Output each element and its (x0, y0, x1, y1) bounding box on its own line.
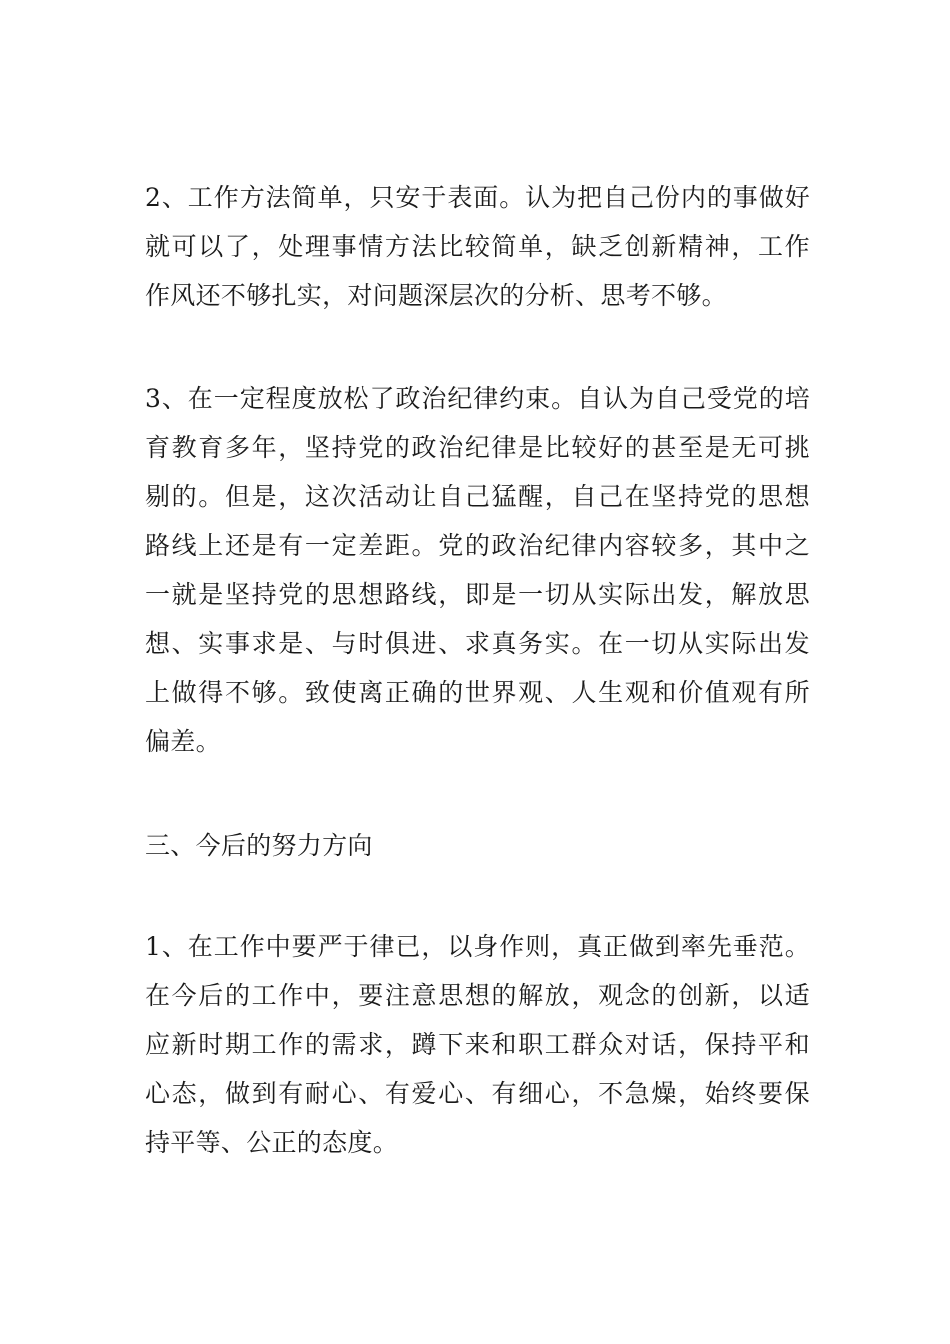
text-line: 3、在一定程度放松了政治纪律约束。自认为自己受党的培 (145, 384, 810, 413)
heading-line: 三、今后的努力方向 (145, 831, 373, 860)
section-heading (145, 821, 810, 870)
text-line: 在今后的工作中，要注意思想的解放，观念的创新，以适 (145, 981, 810, 1010)
text-line: 偏差。 (145, 727, 221, 756)
paragraph-work-method (145, 173, 810, 320)
text-line: 一就是坚持党的思想路线，即是一切从实际出发，解放思 (145, 580, 810, 609)
text-line: 路线上还是有一定差距。党的政治纪律内容较多，其中之 (145, 531, 810, 560)
text-line: 育教育多年，坚持党的政治纪律是比较好的甚至是无可挑 (145, 433, 810, 462)
paragraph-political-discipline (145, 374, 810, 766)
text-line: 上做得不够。致使离正确的世界观、人生观和价值观有所 (145, 678, 810, 707)
paragraph-future-efforts (145, 922, 810, 1167)
text-line: 应新时期工作的需求，蹲下来和职工群众对话，保持平和 (145, 1030, 810, 1059)
text-line: 2、工作方法简单，只安于表面。认为把自己份内的事做好 (145, 183, 810, 212)
text-line: 1、在工作中要严于律已，以身作则，真正做到率先垂范。 (145, 932, 810, 961)
text-line: 想、实事求是、与时俱进、求真务实。在一切从实际出发 (145, 629, 810, 658)
text-line: 剔的。但是，这次活动让自己猛醒，自己在坚持党的思想 (145, 482, 810, 511)
text-line: 就可以了，处理事情方法比较简单，缺乏创新精神，工作 (145, 232, 810, 261)
text-line: 持平等、公正的态度。 (145, 1128, 399, 1157)
text-line: 作风还不够扎实，对问题深层次的分析、思考不够。 (145, 281, 727, 310)
text-line: 心态，做到有耐心、有爱心、有细心，不急燥，始终要保 (145, 1079, 810, 1108)
